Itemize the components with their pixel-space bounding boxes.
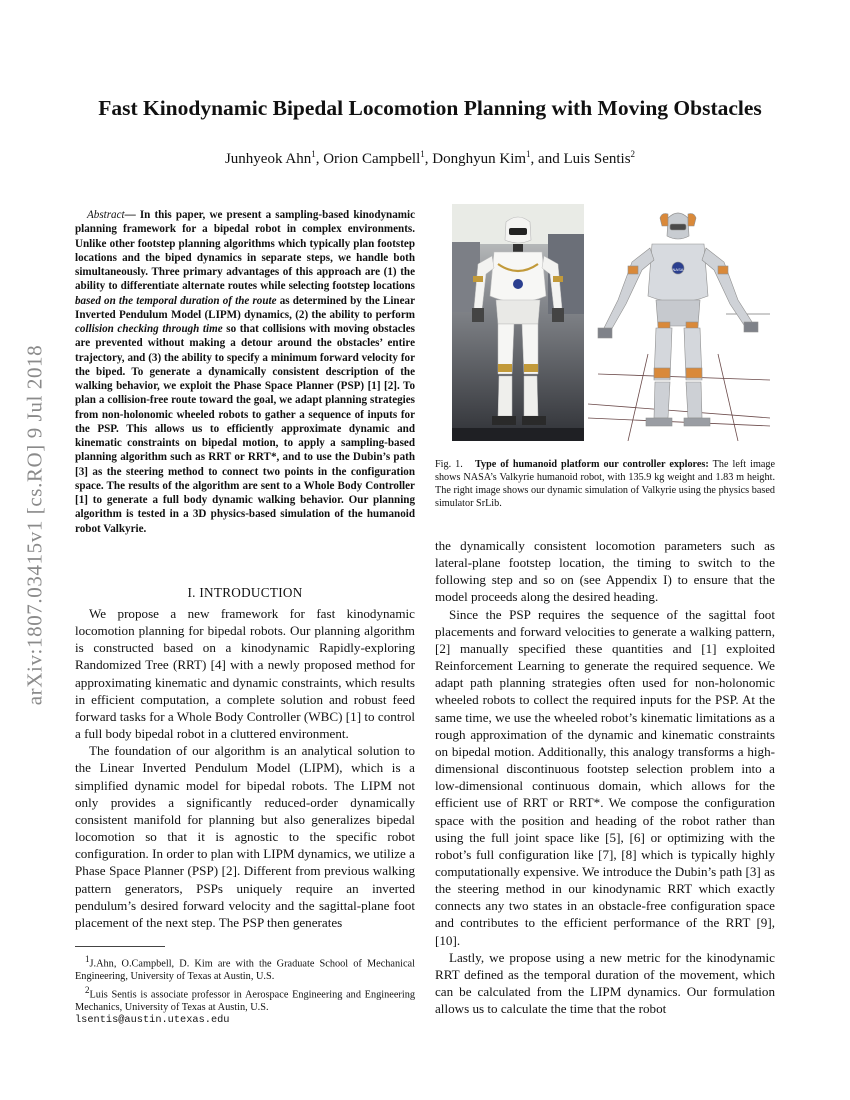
paragraph: We propose a new framework for fast kinodynamic locomotion planning for bipedal robots. Our planning algorithm is constructed based on a kinodynamic Rapidly-exploring Randomized Tree (RRT) [4] with a newly proposed method for approximating kinematic and dynamic constraints, which results in efficient computation, a complete solution and robust feed forward tasks for a Whole Body Controller (WBC) [1] to control a full body bipedal robot in a cluttered environment. xyxy=(75,606,415,742)
paragraph: Lastly, we propose using a new metric for the kinodynamic RRT defined as the temporal duration of the movement, which can be calculated from the LIPM dynamics. Our formulation allows us to calculate the time that the robot xyxy=(435,949,775,1017)
author: Orion Campbell$^1$, xyxy=(323,149,433,167)
valkyrie-simulation-render xyxy=(588,204,770,441)
paragraph: the dynamically consistent locomotion parameters such as lateral-plane footstep location, the timing to switch to the following step and so on (see Appendix I) to ensure that the model proceeds along the desired heading. xyxy=(435,538,775,605)
abstract: Abstract— In this paper, we present a sampling-based kinodynamic planning framework for a bipedal robot in complex environments. Unlike other footstep planning algorithms which typically plan footstep locations and the biped dynamics in separate steps, we handle both simultaneously. Three primary advantages of this approach are (1) the ability to differentiate alternate routes while selecting footstep locations based on the temporal duration of the route as determined by the Linear Inverted Pendulum Model (LIPM) dynamics, (2) the ability to perform collision checking through time so that collisions with moving obstacles are prevented without making a detour around the obstacles’ entire trajectory, and (3) the ability to specify a minimum forward velocity for the biped. To generate a dynamically consistent description of the walking behavior, we exploit the Phase Space Planner (PSP) [1] [2]. To plan a collision-free route toward the goal, we adapt planning strategies from non-holonomic wheeled robots to gather a sequence of inputs for the PSP. This allows us to efficiently approximate dynamic and kinematic constraints on bipedal motion, to apply a sampling-based planning algorithm such as RRT or RRT*, and to use the Dubin’s path [3] as the steering method to connect two points in the configuration space. The results of the algorithm are sent to a Whole Body Controller [1] to generate a full body dynamic walking behavior. Our planning algorithm is tested in a 3D physics-based simulation of the humanoid robot Valkyrie. xyxy=(75,209,416,535)
paragraph: Since the PSP requires the sequence of the sagittal foot placements and forward velocities to generate a walking pattern, [2] manually specified these quantities and [1] exploited Reinforcement Learning to generate the required sequence. We adapt path planning strategies often used for non-holonomic wheeled robots to collect the required inputs for the PSP. At the same time, we use the wheeled robot’s kinematic limitations as a rough approximation of the dynamic and kinematic constraints on bipedal motion. Additionally, this analogy transforms a high-dimensional discontinuous footstep selection problem into a low-dimensional continuous domain, which allows for the efficient use of RRT or RRT*. We compose the configuration space with the position and heading of the robot rather than using the full joint space like [5], [6] or optimizing with the robot’s full configuration like [7], [8] which is typically highly computationally expensive. We introduce the Dubin’s path [3] as the steering method in our kinodynamic RRT which exactly connects any two states in an obstacle-free configuration space and contributes to the efficient performance of the RRT [9], [10]. xyxy=(435,606,775,948)
figure-caption-bold: Type of humanoid platform our controller explores: xyxy=(474,459,709,470)
nasa-badge: NASA xyxy=(672,267,684,272)
arxiv-id: arXiv:1807.03415v1 [cs.RO] 9 Jul 2018 xyxy=(22,344,47,706)
section-heading-introduction: I. INTRODUCTION xyxy=(187,585,303,600)
abstract-label: Abstract xyxy=(87,209,125,221)
author: Donghyun Kim$^1$, and xyxy=(432,149,564,167)
footnote-1: $^1$J.Ahn, O.Campbell, D. Kim are with the Graduate School of Mechanical Engineering, University of Texas at Austin, U.S. xyxy=(75,954,415,983)
footnotes xyxy=(75,953,415,1027)
footnote-rule xyxy=(75,946,165,947)
author: Junhyeok Ahn$^1$, xyxy=(224,149,324,167)
arxiv-sidebar-stamp xyxy=(20,290,50,760)
introduction-body xyxy=(75,605,415,931)
figure-label: Fig. 1. xyxy=(435,459,463,470)
simulation-illustration xyxy=(588,204,770,441)
footnote-2: $^2$Luis Sentis is associate professor in Aerospace Engineering and Engineering Mechanics, University of Texas at Austin, U.S. lsentis@austin.utexas.edu xyxy=(75,984,415,1027)
figure-caption-text: The left image shows NASA’s Valkyrie humanoid robot, with 135.9 kg weight and 1.83 m height. The right image shows our dynamic simulation of Valkyrie using the physics based simulator SrLib. xyxy=(435,459,776,509)
paper-title: Fast Kinodynamic Bipedal Locomotion Planning with Moving Obstacles xyxy=(98,96,762,120)
figure-1-caption xyxy=(435,458,775,510)
email-address: lsentis@austin.utexas.edu xyxy=(75,1014,230,1027)
paragraph: The foundation of our algorithm is an analytical solution to the Linear Inverted Pendulum Model (LIPM), which is a simplified dynamic model for bipedal robots. The LIPM not only provides a significantly reduced-order dynamically consistent manifold for planning but also generalizes bipedal locomotion so that it is agnostic to the specific robot configuration. In order to plan with LIPM dynamics, we utilize a Phase Space Planner (PSP) [2]. Different from previous walking pattern generators, PSPs uniquely require an inverted pendulum’s desired forward velocity and the sagittal-plane foot placement of the next step. The PSP then generates xyxy=(75,743,415,930)
valkyrie-photo-illustration xyxy=(452,204,584,441)
right-column-body xyxy=(435,537,775,1017)
valkyrie-photo xyxy=(452,204,584,441)
author: Luis Sentis$^2$ xyxy=(563,149,636,167)
author-list xyxy=(60,149,800,168)
